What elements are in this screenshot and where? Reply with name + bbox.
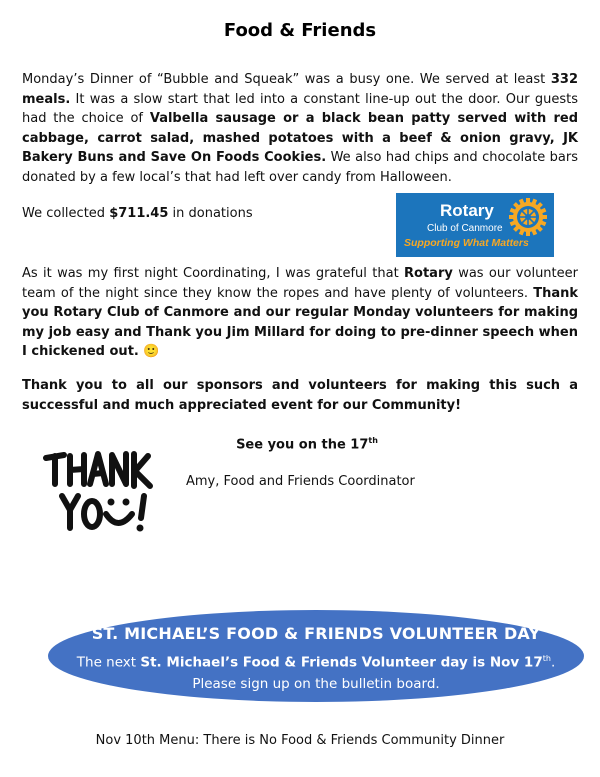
- thanks-sponsors-paragraph: Thank you to all our sponsors and volunteers for making this such a successful and much appreciated event for our Community!: [22, 378, 578, 413]
- donations-amount: $711.45: [109, 206, 169, 221]
- banner-line1-bold: St. Michael’s Food & Friends Volunteer day is Nov 17: [140, 654, 543, 671]
- signature-line: Amy, Food and Friends Coordinator: [186, 474, 415, 489]
- see-you-text: See you on the 17: [236, 437, 369, 453]
- rotary-wheel-icon: [508, 197, 548, 237]
- summary-text-2: It was a slow start that led into a constant line-up out the door. Our guests had the choice of: [22, 91, 578, 126]
- meals-count: 332 meals.: [22, 72, 578, 107]
- thanks-volunteers: Thank you Rotary Club of Canmore and our regular Monday volunteers for making my job easy and Thank you Jim Millard for doing to pre-dinner speech when I chickened out.: [22, 285, 578, 359]
- banner-title: ST. MICHAEL’S FOOD & FRIENDS VOLUNTEER DAY: [91, 624, 541, 643]
- see-you-suffix: th: [368, 436, 378, 445]
- thanks-rotary-paragraph: [22, 264, 578, 362]
- rotary-logo: [396, 193, 554, 257]
- thanks-text-1: As it was my first night Coordinating, I was grateful that: [22, 266, 405, 281]
- rotary-club: Club of Canmore: [427, 223, 503, 234]
- summary-text-1: Monday’s Dinner of “Bubble and Squeak” was a busy one. We served at least: [22, 72, 551, 87]
- donations-prefix: We collected: [22, 206, 110, 221]
- rotary-mention: Rotary: [404, 266, 453, 281]
- rotary-name: Rotary: [440, 201, 494, 220]
- page-title: Food & Friends: [223, 20, 377, 41]
- banner-line1-prefix: The next: [76, 654, 141, 671]
- banner-line1-suffix: .: [550, 654, 556, 671]
- banner-line1-sup: th: [542, 654, 551, 663]
- donations-line: [22, 206, 253, 221]
- rotary-tagline: Supporting What Matters: [404, 237, 529, 249]
- smiley-icon: 🙂: [142, 344, 160, 359]
- volunteer-day-banner: [48, 610, 584, 702]
- banner-next-date: [48, 654, 584, 671]
- banner-signup-note: Please sign up on the bulletin board.: [192, 676, 440, 692]
- dinner-summary-paragraph: [22, 70, 578, 187]
- thank-you-illustration: [40, 444, 160, 536]
- footer-menu-note: Nov 10th Menu: There is No Food & Friends Community Dinner: [95, 733, 505, 748]
- menu-items: Valbella sausage or a black bean patty served with red cabbage, carrot salad, mashed potatoes with a beef & onion gravy, JK Bakery Buns and Save On Foods Cookies.: [22, 111, 579, 165]
- thanks-text-2: was our volunteer team of the night since they know the ropes and have plenty of volunteers.: [22, 266, 578, 301]
- summary-text-3: We also had chips and chocolate bars donated by a few local’s that had left over candy from Halloween.: [22, 150, 578, 185]
- donations-suffix: in donations: [168, 206, 253, 221]
